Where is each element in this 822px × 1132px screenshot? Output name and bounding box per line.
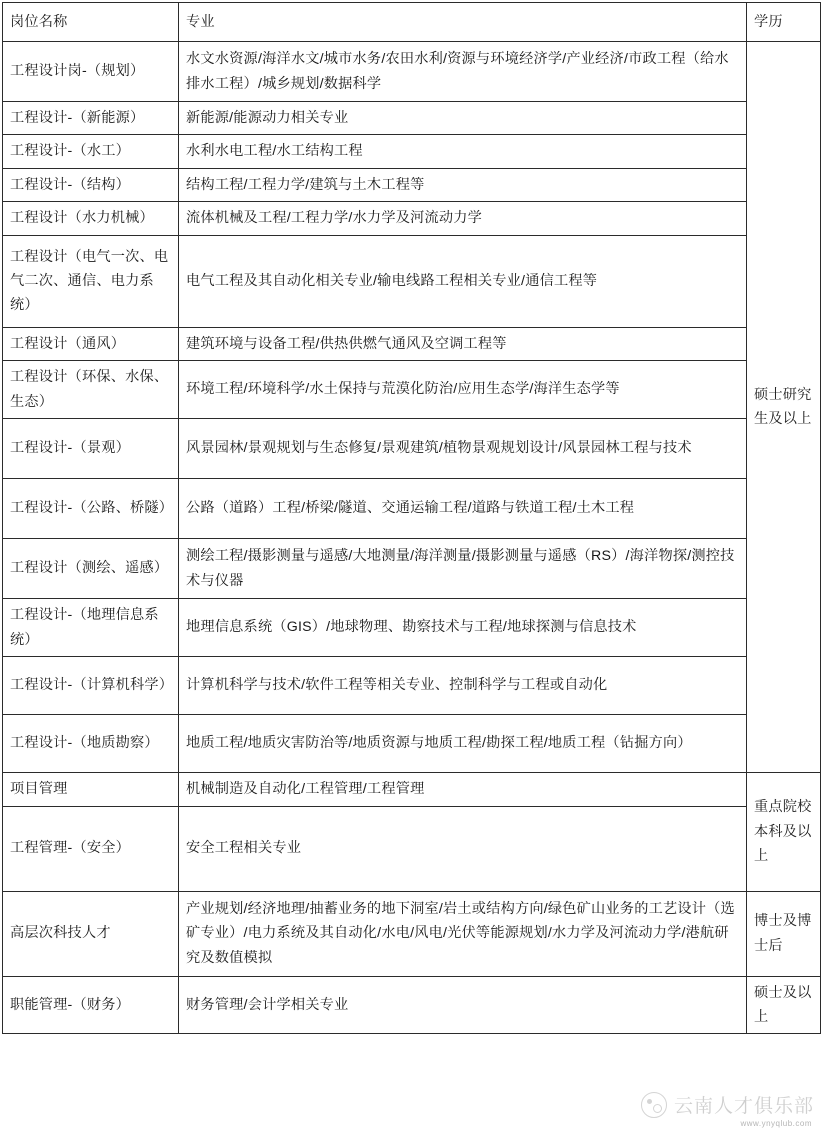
table-row bbox=[3, 42, 821, 102]
cell-post: 工程设计岗-（规划） bbox=[3, 42, 179, 102]
cell-major: 风景园林/景观规划与生态修复/景观建筑/植物景观规划设计/风景园林工程与技术 bbox=[179, 419, 747, 479]
table-row bbox=[3, 168, 821, 201]
cell-major: 产业规划/经济地理/抽蓄业务的地下洞室/岩土或结构方向/绿色矿山业务的工艺设计（选矿专业）/电力系统及其自动化/水电/风电/光伏等能源规划/水力学及河流动力学/港航研究及数值模拟 bbox=[179, 891, 747, 976]
cell-post: 工程设计-（水工） bbox=[3, 135, 179, 168]
cell-major: 测绘工程/摄影测量与遥感/大地测量/海洋测量/摄影测量与遥感（RS）/海洋物探/测控技术与仪器 bbox=[179, 539, 747, 599]
cell-education-bachelor: 重点院校本科及以上 bbox=[747, 773, 821, 891]
cell-education-master: 硕士研究生及以上 bbox=[747, 42, 821, 773]
cell-post: 工程设计（测绘、遥感） bbox=[3, 539, 179, 599]
table-row bbox=[3, 976, 821, 1034]
cell-major: 结构工程/工程力学/建筑与土木工程等 bbox=[179, 168, 747, 201]
header-post: 岗位名称 bbox=[3, 3, 179, 42]
table-row bbox=[3, 599, 821, 657]
table-header-row bbox=[3, 3, 821, 42]
cell-major: 水利水电工程/水工结构工程 bbox=[179, 135, 747, 168]
table-row bbox=[3, 773, 821, 806]
cell-major: 地理信息系统（GIS）/地球物理、勘察技术与工程/地球探测与信息技术 bbox=[179, 599, 747, 657]
cell-post: 项目管理 bbox=[3, 773, 179, 806]
cell-major: 计算机科学与技术/软件工程等相关专业、控制科学与工程或自动化 bbox=[179, 657, 747, 715]
cell-post: 高层次科技人才 bbox=[3, 891, 179, 976]
cell-major: 财务管理/会计学相关专业 bbox=[179, 976, 747, 1034]
table-row bbox=[3, 135, 821, 168]
cell-post: 工程设计-（地理信息系统） bbox=[3, 599, 179, 657]
table-row bbox=[3, 235, 821, 327]
watermark-text: 云南人才俱乐部 bbox=[673, 1096, 814, 1117]
header-education: 学历 bbox=[747, 3, 821, 42]
cell-post: 工程设计-（地质勘察） bbox=[3, 715, 179, 773]
cell-post: 工程设计（水力机械） bbox=[3, 202, 179, 235]
cell-education-doctor: 博士及博士后 bbox=[747, 891, 821, 976]
table-row bbox=[3, 202, 821, 235]
table-row bbox=[3, 479, 821, 539]
cell-major: 流体机械及工程/工程力学/水力学及河流动力学 bbox=[179, 202, 747, 235]
table-row bbox=[3, 539, 821, 599]
cell-major: 机械制造及自动化/工程管理/工程管理 bbox=[179, 773, 747, 806]
table-row bbox=[3, 891, 821, 976]
table-body bbox=[3, 42, 821, 1034]
cell-post: 工程设计（通风） bbox=[3, 327, 179, 360]
cell-major: 新能源/能源动力相关专业 bbox=[179, 102, 747, 135]
cell-major: 地质工程/地质灾害防治等/地质资源与地质工程/勘探工程/地质工程（钻掘方向） bbox=[179, 715, 747, 773]
cell-post: 工程设计-（计算机科学） bbox=[3, 657, 179, 715]
table-row bbox=[3, 327, 821, 360]
cell-post: 工程设计-（公路、桥隧） bbox=[3, 479, 179, 539]
cell-major: 环境工程/环境科学/水土保持与荒漠化防治/应用生态学/海洋生态学等 bbox=[179, 361, 747, 419]
cell-post: 工程设计-（结构） bbox=[3, 168, 179, 201]
cell-major: 公路（道路）工程/桥梁/隧道、交通运输工程/道路与铁道工程/土木工程 bbox=[179, 479, 747, 539]
cell-post: 工程设计（环保、水保、生态） bbox=[3, 361, 179, 419]
table-row bbox=[3, 361, 821, 419]
watermark-url: www.ynyqlub.com bbox=[740, 1119, 812, 1128]
table-row bbox=[3, 715, 821, 773]
cell-post: 工程设计-（新能源） bbox=[3, 102, 179, 135]
table-row bbox=[3, 657, 821, 715]
cell-education-master-short: 硕士及以上 bbox=[747, 976, 821, 1034]
cell-major: 安全工程相关专业 bbox=[179, 806, 747, 891]
cell-post: 工程设计-（景观） bbox=[3, 419, 179, 479]
cell-major: 电气工程及其自动化相关专业/输电线路工程相关专业/通信工程等 bbox=[179, 235, 747, 327]
cell-post: 工程管理-（安全） bbox=[3, 806, 179, 891]
job-position-table bbox=[2, 2, 821, 1034]
cell-post: 职能管理-（财务） bbox=[3, 976, 179, 1034]
table-header bbox=[3, 3, 821, 42]
table-row bbox=[3, 102, 821, 135]
header-major: 专业 bbox=[179, 3, 747, 42]
table-row bbox=[3, 419, 821, 479]
cell-major: 水文水资源/海洋水文/城市水务/农田水利/资源与环境经济学/产业经济/市政工程（给水排水工程）/城乡规划/数据科学 bbox=[179, 42, 747, 102]
watermark bbox=[641, 1091, 814, 1118]
table-row bbox=[3, 806, 821, 891]
cell-major: 建筑环境与设备工程/供热供燃气通风及空调工程等 bbox=[179, 327, 747, 360]
cell-post: 工程设计（电气一次、电气二次、通信、电力系统） bbox=[3, 235, 179, 327]
club-logo-icon bbox=[641, 1092, 667, 1118]
